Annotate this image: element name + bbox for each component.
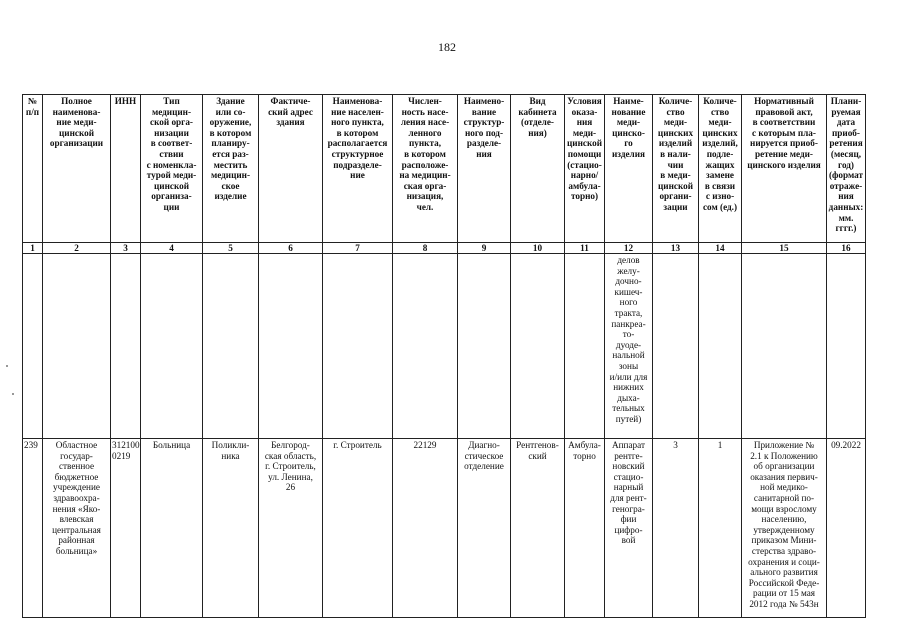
column-number: 3 — [111, 243, 141, 254]
header-cell: Плани- руемая дата приоб- ретения (месяц, год) (формат отраже- ния данных: мм. гггг.) — [827, 95, 866, 243]
column-number: 15 — [742, 243, 827, 254]
continued-device-name: делов желу- дочно- кишеч- ного тракта, панкреа- то- дуоде- нальной зоны и/или для нижних дыха- тельных путей) — [605, 254, 653, 439]
column-number: 5 — [203, 243, 259, 254]
header-cell: Фактиче- ский адрес здания — [259, 95, 323, 243]
header-cell: Тип медицин- ской орга- низации в соответ- ствии с номенкла- турой меди- цинской организа- ции — [141, 95, 203, 243]
address: Белгород- ская область, г. Строитель, ул. Ленина, 26 — [259, 439, 323, 618]
row-number: 239 — [23, 439, 43, 618]
scan-speck — [12, 393, 14, 395]
table-row — [23, 439, 866, 618]
header-cell: Количе- ство меди- цинских изделий, подле- жащих замене в связи с изно- сом (ед.) — [699, 95, 742, 243]
header-cell: Наимено- вание структур- ного под- разделе- ния — [458, 95, 511, 243]
care-conditions: Амбула- торно — [565, 439, 605, 618]
continuation-row — [23, 254, 866, 439]
column-number: 7 — [323, 243, 393, 254]
legal-act: Приложение № 2.1 к Положению об организации оказания первич- ной медико- санитарной по- мощи взрослому населению, утвержденному приказом Мини- стерства здраво- охранения и соци- ального развития Российской Феде- рации от 15 мая 2012 года № 543н — [742, 439, 827, 618]
building: Поликли- ника — [203, 439, 259, 618]
header-cell: Здание или со- оружение, в котором планиру- ется раз- местить медицин- ское изделие — [203, 95, 259, 243]
header-cell: ИНН — [111, 95, 141, 243]
column-number: 2 — [43, 243, 111, 254]
org-name: Областное государ- ственное бюджетное учреждение здравоохра- нения «Яко- влевская центральная районная больница» — [43, 439, 111, 618]
inn: 312100 0219 — [111, 439, 141, 618]
column-number: 1 — [23, 243, 43, 254]
locality: г. Строитель — [323, 439, 393, 618]
column-number: 12 — [605, 243, 653, 254]
column-number: 4 — [141, 243, 203, 254]
column-number: 14 — [699, 243, 742, 254]
column-number: 11 — [565, 243, 605, 254]
header-cell: Наименова- ние населен- ного пункта, в котором располагается структурное подразделе- ние — [323, 95, 393, 243]
scan-speck — [6, 365, 8, 367]
qty-replace: 1 — [699, 439, 742, 618]
column-number: 8 — [393, 243, 458, 254]
column-number: 6 — [259, 243, 323, 254]
qty-available: 3 — [653, 439, 699, 618]
column-number-row — [23, 243, 866, 254]
medical-equipment-table — [22, 94, 866, 618]
header-row — [23, 95, 866, 243]
header-cell: Наиме- нование меди- цинско- го изделия — [605, 95, 653, 243]
header-cell: Условия оказа- ния меди- цинской помощи (стацио- нарно/ амбула- торно) — [565, 95, 605, 243]
page-number: 182 — [438, 40, 456, 54]
purchase-date: 09.2022 — [827, 439, 866, 618]
org-type: Больница — [141, 439, 203, 618]
column-number: 16 — [827, 243, 866, 254]
population: 22129 — [393, 439, 458, 618]
header-cell: № п/п — [23, 95, 43, 243]
device-name: Аппарат рентге- новский стацио- нарный для рент- геногра- фии цифро- вой — [605, 439, 653, 618]
header-cell: Количе- ство меди- цинских изделий в нали- чии в меди- цинской органи- зации — [653, 95, 699, 243]
header-cell: Вид кабинета (отделе- ния) — [511, 95, 565, 243]
header-cell: Нормативный правовой акт, в соответствии с которым пла- нируется приоб- ретение меди- цинского изделия — [742, 95, 827, 243]
column-number: 10 — [511, 243, 565, 254]
column-number: 13 — [653, 243, 699, 254]
cabinet-type: Рентгенов- ский — [511, 439, 565, 618]
division: Диагно- стическое отделение — [458, 439, 511, 618]
column-number: 9 — [458, 243, 511, 254]
header-cell: Числен- ность насе- ления насе- ленного пункта, в котором расположе- на медицин- ская орга- низация, чел. — [393, 95, 458, 243]
header-cell: Полное наименова- ние меди- цинской организации — [43, 95, 111, 243]
